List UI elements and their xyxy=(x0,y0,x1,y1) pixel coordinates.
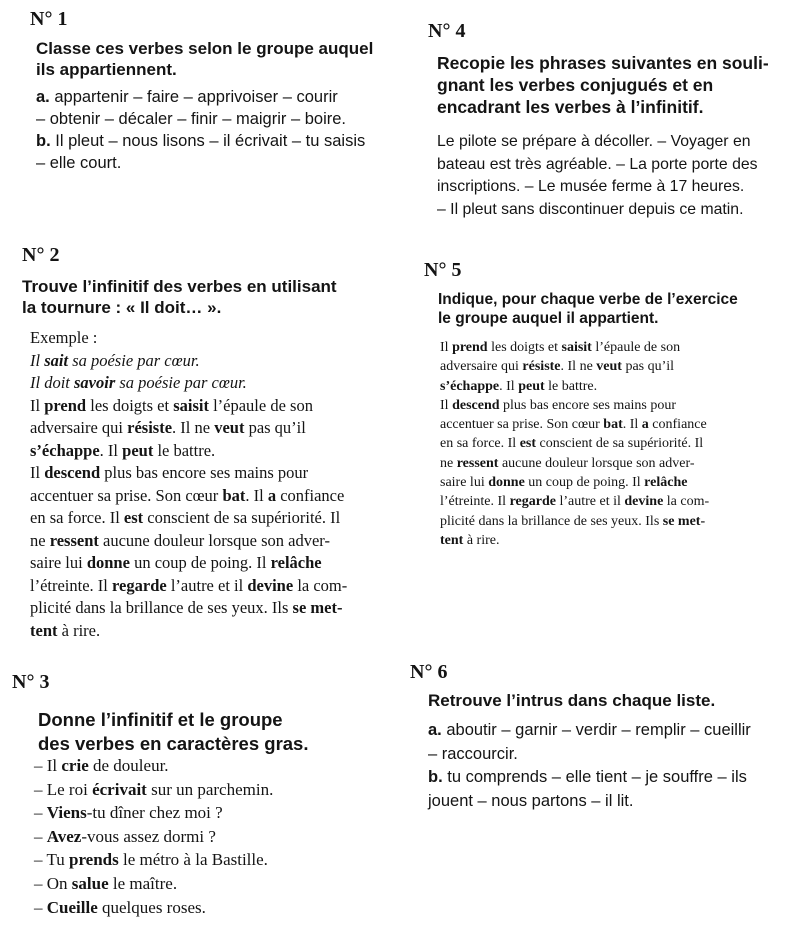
text-line xyxy=(440,377,709,396)
text-run: l’épaule de son xyxy=(208,395,313,415)
bold-word: bat xyxy=(603,417,623,433)
text-run: Il pleut – nous lisons – il écrivait – tu saisis xyxy=(50,132,366,150)
text-line: ils appartiennent. xyxy=(36,60,177,79)
text-line xyxy=(34,778,273,802)
text-line xyxy=(34,801,273,825)
text-run: un coup de poing. Il xyxy=(524,475,645,491)
text-run: l’autre et il xyxy=(555,494,625,510)
text-run: ne xyxy=(30,530,50,550)
bold-word: crie xyxy=(61,756,89,775)
text-run: Il doit xyxy=(30,373,74,392)
text-line xyxy=(30,372,347,395)
text-line xyxy=(30,597,347,620)
bold-word: est xyxy=(123,508,144,527)
text-line: Indique, pour chaque verbe de l’exercice xyxy=(438,291,738,308)
text-run: . Il xyxy=(99,440,123,460)
text-run: -tu dîner chez moi ? xyxy=(86,803,223,823)
text-line: Recopie les phrases suivantes en souli- xyxy=(437,53,769,73)
text-run: adversaire qui xyxy=(440,359,523,375)
text-run: saire lui xyxy=(440,475,489,491)
bold-word: ressent xyxy=(456,455,499,471)
bold-word: saisit xyxy=(561,340,592,355)
text-run: les doigts et xyxy=(487,340,562,355)
text-run: . Il ne xyxy=(560,359,597,375)
text-line xyxy=(428,766,751,790)
bold-word: savoir xyxy=(74,373,116,392)
bold-word: relâche xyxy=(644,475,688,491)
text-run: inscriptions. – Le musée ferme à 17 heures. xyxy=(437,178,745,195)
bold-word: donne xyxy=(488,475,525,491)
bold-word: devine xyxy=(247,575,294,595)
text-run: Il xyxy=(30,350,45,370)
bold-word: peut xyxy=(518,378,545,394)
text-line xyxy=(36,108,365,130)
text-line: Trouve l’infinitif des verbes en utilisant xyxy=(22,277,337,296)
text-line xyxy=(30,462,347,485)
text-line: encadrant les verbes à l’infinitif. xyxy=(437,97,704,117)
exercise-4-title xyxy=(437,52,769,118)
bold-word: Avez xyxy=(46,826,82,846)
text-run: la com- xyxy=(663,494,710,510)
text-line xyxy=(34,848,273,872)
text-line xyxy=(36,130,365,152)
text-run: de douleur. xyxy=(88,756,169,775)
exercise-1-number: N° 1 xyxy=(30,8,68,30)
bold-word: regarde xyxy=(509,494,556,510)
text-run: plus bas encore ses mains pour xyxy=(100,463,309,482)
text-run: Le pilote se prépare à décoller. – Voyager en xyxy=(437,133,751,150)
bold-word: tent xyxy=(30,620,58,640)
text-run: – Tu xyxy=(34,850,69,870)
text-line xyxy=(36,86,365,108)
text-run: Il xyxy=(30,395,45,415)
bold-word: prend xyxy=(452,340,488,355)
text-line xyxy=(437,154,758,177)
text-run: en sa force. Il xyxy=(440,436,520,452)
text-line xyxy=(437,131,758,154)
text-run: l’étreinte. Il xyxy=(30,575,113,595)
text-run: les doigts et xyxy=(86,395,174,415)
text-run: accentuer sa prise. Son cœur xyxy=(440,417,604,433)
bold-word: Viens xyxy=(46,803,87,823)
bold-word: sait xyxy=(44,350,69,370)
text-run: plicité dans la brillance de ses yeux. Ils xyxy=(30,598,293,617)
text-line xyxy=(428,743,751,767)
text-line xyxy=(440,396,709,415)
text-run: sur un parchemin. xyxy=(146,779,274,799)
text-line xyxy=(30,485,347,508)
bold-word: veut xyxy=(214,418,245,437)
exercise-4-body xyxy=(437,131,758,221)
bold-word: relâche xyxy=(270,553,322,572)
text-run: accentuer sa prise. Son cœur xyxy=(30,485,223,505)
bold-word: bat xyxy=(222,485,246,505)
text-line xyxy=(440,473,709,492)
exercise-5-body xyxy=(440,338,709,550)
bold-word: a xyxy=(267,485,277,505)
text-run: le battre. xyxy=(153,440,216,460)
text-run: aucune douleur lorsque son adver- xyxy=(98,530,330,550)
text-line xyxy=(30,552,347,575)
text-line: Classe ces verbes selon le groupe auquel xyxy=(36,39,374,58)
text-line xyxy=(34,896,273,920)
text-line xyxy=(440,434,709,453)
text-line xyxy=(30,575,347,598)
text-run: l’épaule de son xyxy=(591,340,681,355)
text-run: . Il xyxy=(499,378,519,394)
bold-word: écrivait xyxy=(92,779,147,799)
exercise-6-number: N° 6 xyxy=(410,661,448,683)
exercise-2-number: N° 2 xyxy=(22,244,60,266)
text-run: la com- xyxy=(293,575,348,595)
text-run: appartenir – faire – apprivoiser – courir xyxy=(49,88,338,106)
text-run: conscient de sa supériorité. Il xyxy=(143,508,341,527)
text-line xyxy=(34,825,273,849)
exercise-3-body xyxy=(34,754,273,919)
bold-word: se met- xyxy=(662,513,706,529)
text-run: l’étreinte. Il xyxy=(440,494,510,510)
text-run: – xyxy=(34,826,47,846)
text-line xyxy=(30,395,347,418)
text-run: – Il xyxy=(34,756,62,775)
text-run: le maître. xyxy=(108,873,178,893)
bold-word: s’échappe xyxy=(440,378,500,394)
bold-word: ressent xyxy=(49,530,99,550)
text-line xyxy=(30,507,347,530)
bold-word: a. xyxy=(36,88,50,106)
text-line xyxy=(30,327,347,350)
bold-word: donne xyxy=(86,553,130,572)
text-line xyxy=(36,152,365,174)
text-run: Il xyxy=(440,397,453,413)
text-run: Exemple : xyxy=(30,328,98,347)
bold-word: tent xyxy=(440,532,464,548)
text-run: saire lui xyxy=(30,553,87,572)
bold-word: regarde xyxy=(112,575,167,595)
bold-word: résiste xyxy=(522,359,561,375)
exercise-2-body xyxy=(30,327,347,642)
text-run: à rire. xyxy=(57,620,101,640)
text-run: . Il xyxy=(622,417,642,433)
bold-word: Cueille xyxy=(46,897,98,917)
text-run: – elle court. xyxy=(36,154,122,172)
exercise-4-number: N° 4 xyxy=(428,20,466,42)
text-run: conscient de sa supériorité. Il xyxy=(536,436,704,452)
text-run: plus bas encore ses mains pour xyxy=(499,397,677,413)
text-run: le métro à la Bastille. xyxy=(118,850,268,870)
bold-word: b. xyxy=(36,132,51,150)
text-line xyxy=(30,620,347,643)
text-line xyxy=(34,754,273,778)
text-run: un coup de poing. Il xyxy=(129,553,271,572)
text-line xyxy=(440,357,709,376)
text-line xyxy=(30,440,347,463)
text-line xyxy=(30,350,347,373)
exercise-3-number: N° 3 xyxy=(12,671,50,693)
text-line: la tournure : « Il doit… ». xyxy=(22,298,222,317)
text-run: aboutir – garnir – verdir – remplir – cueillir xyxy=(441,721,751,739)
text-line: Retrouve l’intrus dans chaque liste. xyxy=(428,691,716,710)
text-run: sa poésie par cœur. xyxy=(68,350,200,370)
text-run: adversaire qui xyxy=(30,418,128,437)
text-run: – obtenir – décaler – finir – maigrir – boire. xyxy=(36,110,346,128)
text-run: Il xyxy=(440,340,453,355)
bold-word: peut xyxy=(122,440,154,460)
text-run: l’autre et il xyxy=(166,575,248,595)
bold-word: est xyxy=(519,436,537,452)
bold-word: résiste xyxy=(127,418,173,437)
text-line xyxy=(440,512,709,531)
text-line xyxy=(30,417,347,440)
text-run: . Il xyxy=(245,485,268,505)
text-run: en sa force. Il xyxy=(30,508,124,527)
text-run: confiance xyxy=(276,485,345,505)
text-run: -vous assez dormi ? xyxy=(81,826,216,846)
bold-word: s’échappe xyxy=(30,440,100,460)
text-run: aucune douleur lorsque son adver- xyxy=(498,455,695,471)
text-run: ne xyxy=(440,455,457,471)
text-run: à rire. xyxy=(463,532,500,548)
text-run: – raccourcir. xyxy=(428,744,518,763)
bold-word: devine xyxy=(624,494,664,510)
text-run: – Il pleut sans discontinuer depuis ce matin. xyxy=(437,200,744,218)
bold-word: saisit xyxy=(173,395,209,415)
bold-word: prend xyxy=(44,395,87,415)
exercise-3-title xyxy=(38,708,308,756)
text-run: le battre. xyxy=(544,378,598,394)
exercise-5-title xyxy=(438,290,738,328)
exercise-6-title xyxy=(428,690,715,711)
text-run: Il xyxy=(30,463,45,482)
text-line xyxy=(30,530,347,553)
bold-word: descend xyxy=(452,397,500,413)
text-run: confiance xyxy=(648,417,707,433)
exercise-1-title xyxy=(36,38,373,80)
text-run: – Le roi xyxy=(34,779,93,799)
text-line xyxy=(440,338,709,357)
text-run: sa poésie par cœur. xyxy=(115,373,247,392)
text-run: plicité dans la brillance de ses yeux. Ils xyxy=(440,513,663,529)
text-run: pas qu’il xyxy=(244,418,306,437)
text-line xyxy=(440,492,709,511)
bold-word: a xyxy=(641,417,649,433)
text-line xyxy=(34,872,273,896)
text-run: pas qu’il xyxy=(621,359,675,375)
text-line xyxy=(428,719,751,743)
bold-word: b. xyxy=(428,768,443,786)
bold-word: prends xyxy=(68,850,119,870)
text-run: – xyxy=(34,897,47,917)
bold-word: a. xyxy=(428,721,442,739)
bold-word: descend xyxy=(44,463,101,482)
text-line xyxy=(437,176,758,199)
text-line xyxy=(437,199,758,222)
exercise-1-body xyxy=(36,86,365,174)
text-line xyxy=(440,454,709,473)
text-run: – xyxy=(34,803,47,823)
bold-word: salue xyxy=(71,873,109,893)
text-line: Donne l’infinitif et le groupe xyxy=(38,709,283,730)
exercise-5-number: N° 5 xyxy=(424,259,462,281)
text-line: gnant les verbes conjugués et en xyxy=(437,75,714,95)
text-line: le groupe auquel il appartient. xyxy=(438,310,659,327)
text-line xyxy=(428,790,751,814)
text-run: jouent – nous partons – il lit. xyxy=(428,791,634,810)
text-run: . Il ne xyxy=(172,418,215,437)
exercise-6-body xyxy=(428,719,751,813)
text-run: quelques roses. xyxy=(97,897,206,917)
text-run: – On xyxy=(34,873,72,893)
text-line xyxy=(440,531,709,550)
text-line xyxy=(440,415,709,434)
text-run: bateau est très agréable. – La porte porte des xyxy=(437,155,758,173)
text-line: des verbes en caractères gras. xyxy=(38,733,309,754)
bold-word: se met- xyxy=(292,598,343,617)
text-run: tu comprends – elle tient – je souffre – ils xyxy=(442,768,747,786)
bold-word: veut xyxy=(596,359,622,375)
exercise-2-title xyxy=(22,276,337,318)
